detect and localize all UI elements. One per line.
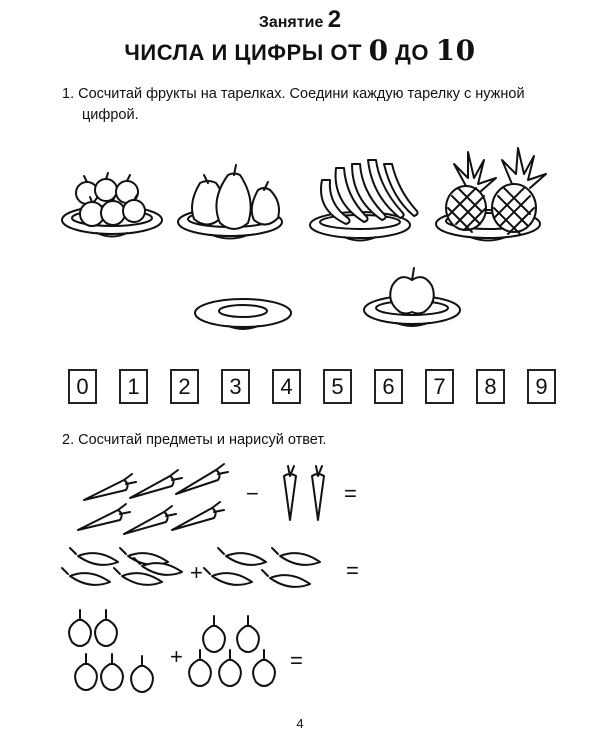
onion-icon: [203, 616, 225, 652]
title-to: 10: [435, 34, 476, 67]
row1-operator: −: [246, 481, 259, 506]
carrot-icon: [130, 470, 182, 498]
onion-icon: [253, 650, 275, 686]
plate-pears[interactable]: [178, 165, 282, 239]
onion-icon: [237, 616, 259, 652]
title-from: 0: [368, 34, 389, 67]
digit-box-4[interactable]: 4: [272, 369, 301, 404]
carrot-icon: [166, 502, 204, 504]
apple-icon: [390, 268, 434, 314]
carrot-icon: [172, 502, 224, 530]
lesson-word: Занятие: [258, 14, 324, 31]
onion-group-left: [69, 610, 153, 692]
onion-group-right: [189, 616, 275, 686]
carrot-icon: [284, 466, 296, 520]
title-prefix: ЧИСЛА И ЦИФРЫ ОТ: [124, 40, 362, 65]
carrot-icon: [84, 474, 136, 500]
plate-plums[interactable]: [62, 173, 162, 237]
carrot-icon: [312, 466, 324, 520]
digit-box-5[interactable]: 5: [323, 369, 352, 404]
carrot-group-left: [78, 464, 228, 534]
title-mid: ДО: [395, 40, 429, 65]
onion-icon: [101, 654, 123, 690]
carrot-icon: [176, 464, 228, 494]
plate-bananas[interactable]: [310, 160, 418, 241]
plate-pineapples[interactable]: [436, 148, 546, 241]
plate-empty[interactable]: [195, 299, 291, 329]
onion-icon: [189, 650, 211, 686]
row2-equals[interactable]: =: [346, 558, 359, 583]
task2-instruction: 2. Сосчитай предметы и нарисуй ответ.: [62, 432, 327, 448]
pea-pod-icon: [218, 548, 266, 565]
pear-icon: [192, 165, 279, 229]
digit-box-2[interactable]: 2: [170, 369, 199, 404]
plum-icon: [76, 173, 145, 226]
pea-pod-icon: [70, 548, 118, 565]
task1-line1: 1. Сосчитай фрукты на тарелках. Соедини каждую тарелку с нужной: [62, 86, 525, 102]
pea-pod-icon: [62, 568, 110, 585]
digit-row: [68, 369, 578, 404]
row3-equals[interactable]: =: [290, 648, 303, 673]
peapod-group-right: [204, 548, 320, 587]
peapod-group-left: [62, 548, 182, 585]
digit-box-8[interactable]: 8: [476, 369, 505, 404]
pea-pod-icon: [204, 568, 252, 585]
onion-icon: [219, 650, 241, 686]
row3-operator: +: [170, 644, 183, 669]
row1-equals[interactable]: =: [344, 481, 357, 506]
carrot-group-right: [284, 466, 324, 520]
onion-icon: [69, 610, 91, 646]
lesson-number: 2: [327, 6, 342, 33]
task1-line2: цифрой.: [82, 107, 139, 123]
plate-apple[interactable]: [364, 268, 460, 326]
digit-box-6[interactable]: 6: [374, 369, 403, 404]
digit-box-9[interactable]: 9: [527, 369, 556, 404]
row2-operator: +: [190, 560, 203, 585]
onion-icon: [131, 656, 153, 692]
onion-icon: [95, 610, 117, 646]
digit-box-7[interactable]: 7: [425, 369, 454, 404]
carrot-icon: [124, 506, 176, 534]
digit-box-3[interactable]: 3: [221, 369, 250, 404]
onion-icon: [75, 654, 97, 690]
page-number: 4: [296, 716, 304, 731]
pea-pod-icon: [272, 548, 320, 565]
pineapple-icon: [446, 148, 546, 234]
digit-box-1[interactable]: 1: [119, 369, 148, 404]
carrot-icon: [78, 504, 130, 530]
pea-pod-icon: [262, 570, 310, 587]
digit-box-0[interactable]: 0: [68, 369, 97, 404]
